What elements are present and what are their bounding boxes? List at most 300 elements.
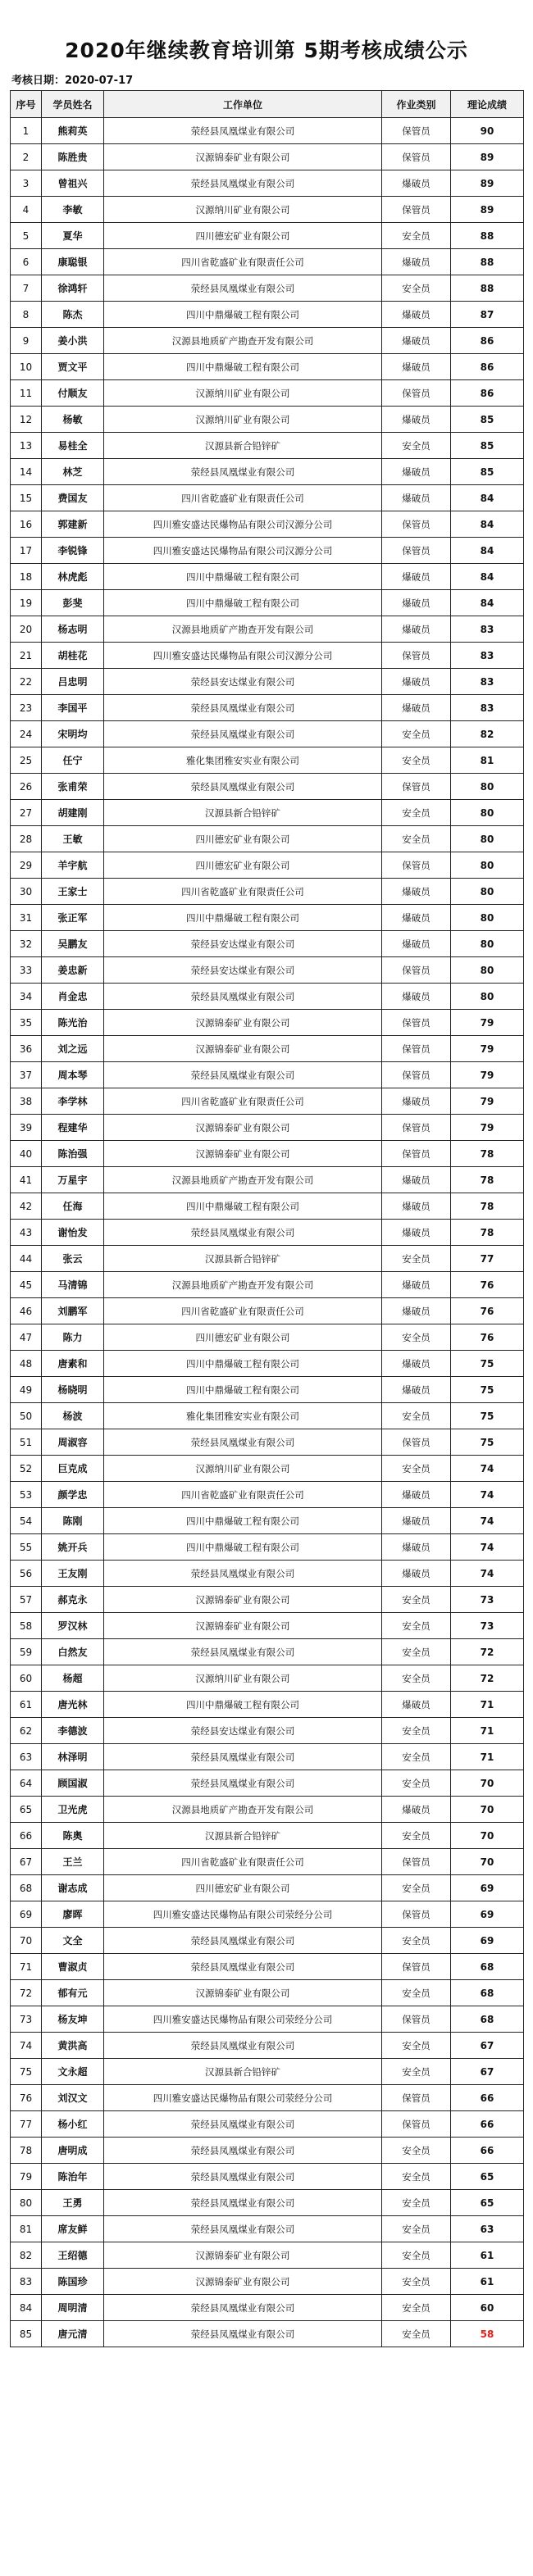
row-type: 保管员 [382, 1954, 451, 1980]
table-header-row [11, 91, 524, 118]
row-score: 71 [451, 1718, 524, 1744]
table-row [11, 1062, 524, 1088]
row-name: 吕忠明 [42, 669, 104, 695]
row-score: 84 [451, 590, 524, 616]
table-row [11, 2085, 524, 2111]
row-score: 63 [451, 2216, 524, 2242]
row-score: 78 [451, 1167, 524, 1193]
row-type: 安全员 [382, 2164, 451, 2190]
row-type: 保管员 [382, 957, 451, 984]
row-score: 80 [451, 905, 524, 931]
table-row [11, 1797, 524, 1823]
row-score: 71 [451, 1692, 524, 1718]
row-unit: 荥经县凤凰煤业有限公司 [104, 2216, 382, 2242]
row-index: 36 [11, 1036, 42, 1062]
row-name: 杨小红 [42, 2111, 104, 2138]
table-row [11, 1482, 524, 1508]
row-type: 保管员 [382, 118, 451, 144]
row-index: 62 [11, 1718, 42, 1744]
table-row [11, 1770, 524, 1797]
row-unit: 荥经县凤凰煤业有限公司 [104, 2033, 382, 2059]
row-name: 顾国淑 [42, 1770, 104, 1797]
row-type: 爆破员 [382, 249, 451, 275]
table-row [11, 302, 524, 328]
row-score: 75 [451, 1403, 524, 1429]
row-unit: 四川德宏矿业有限公司 [104, 826, 382, 852]
row-score: 86 [451, 328, 524, 354]
row-unit: 荥经县凤凰煤业有限公司 [104, 1561, 382, 1587]
row-name: 唐明成 [42, 2138, 104, 2164]
table-row [11, 1351, 524, 1377]
row-type: 保管员 [382, 1141, 451, 1167]
row-type: 安全员 [382, 2242, 451, 2269]
row-index: 58 [11, 1613, 42, 1639]
row-score: 78 [451, 1141, 524, 1167]
header-index: 序号 [11, 91, 42, 118]
row-index: 11 [11, 380, 42, 407]
row-unit: 荥经县凤凰煤业有限公司 [104, 2190, 382, 2216]
row-score: 65 [451, 2164, 524, 2190]
row-type: 安全员 [382, 826, 451, 852]
table-row [11, 1665, 524, 1692]
row-unit: 四川德宏矿业有限公司 [104, 1875, 382, 1901]
row-unit: 荥经县凤凰煤业有限公司 [104, 2321, 382, 2347]
row-type: 爆破员 [382, 1167, 451, 1193]
header-unit: 工作单位 [104, 91, 382, 118]
row-type: 安全员 [382, 1928, 451, 1954]
row-score: 84 [451, 511, 524, 538]
row-type: 安全员 [382, 800, 451, 826]
row-index: 17 [11, 538, 42, 564]
table-row [11, 538, 524, 564]
row-score: 68 [451, 1980, 524, 2006]
table-row [11, 1377, 524, 1403]
row-score: 85 [451, 459, 524, 485]
row-name: 曾祖兴 [42, 170, 104, 197]
row-index: 23 [11, 695, 42, 721]
row-unit: 汉源县新合铅锌矿 [104, 1823, 382, 1849]
row-score: 66 [451, 2138, 524, 2164]
row-unit: 汉源县新合铅锌矿 [104, 433, 382, 459]
table-row [11, 590, 524, 616]
row-type: 爆破员 [382, 1298, 451, 1324]
row-type: 安全员 [382, 1980, 451, 2006]
row-score: 88 [451, 249, 524, 275]
table-row [11, 721, 524, 747]
row-name: 陈国珍 [42, 2269, 104, 2295]
row-index: 18 [11, 564, 42, 590]
row-name: 姜小洪 [42, 328, 104, 354]
row-unit: 汉源纳川矿业有限公司 [104, 197, 382, 223]
row-name: 谢志成 [42, 1875, 104, 1901]
row-type: 爆破员 [382, 485, 451, 511]
row-score: 70 [451, 1849, 524, 1875]
row-name: 郝克永 [42, 1587, 104, 1613]
table-row [11, 774, 524, 800]
row-name: 陈力 [42, 1324, 104, 1351]
row-unit: 四川雅安盛达民爆物品有限公司荥经分公司 [104, 2006, 382, 2033]
table-row [11, 1036, 524, 1062]
row-score: 84 [451, 538, 524, 564]
row-score: 88 [451, 275, 524, 302]
row-index: 1 [11, 118, 42, 144]
row-unit: 四川省乾盛矿业有限责任公司 [104, 1482, 382, 1508]
table-row [11, 1875, 524, 1901]
row-unit: 四川中鼎爆破工程有限公司 [104, 564, 382, 590]
row-unit: 荥经县凤凰煤业有限公司 [104, 170, 382, 197]
row-name: 羊宇航 [42, 852, 104, 879]
row-name: 李锐锋 [42, 538, 104, 564]
row-name: 周本琴 [42, 1062, 104, 1088]
row-index: 28 [11, 826, 42, 852]
row-unit: 荥经县凤凰煤业有限公司 [104, 1639, 382, 1665]
table-row [11, 1167, 524, 1193]
row-name: 熊莉英 [42, 118, 104, 144]
row-unit: 四川中鼎爆破工程有限公司 [104, 1508, 382, 1534]
row-score: 86 [451, 354, 524, 380]
row-type: 保管员 [382, 852, 451, 879]
row-name: 唐素和 [42, 1351, 104, 1377]
row-score: 84 [451, 485, 524, 511]
row-type: 安全员 [382, 2190, 451, 2216]
row-name: 周淑容 [42, 1429, 104, 1456]
row-unit: 荥经县凤凰煤业有限公司 [104, 2111, 382, 2138]
table-row [11, 2033, 524, 2059]
row-score: 68 [451, 2006, 524, 2033]
row-unit: 荥经县凤凰煤业有限公司 [104, 1954, 382, 1980]
row-type: 安全员 [382, 2295, 451, 2321]
row-unit: 汉源锦泰矿业有限公司 [104, 1141, 382, 1167]
row-index: 55 [11, 1534, 42, 1561]
row-unit: 四川中鼎爆破工程有限公司 [104, 905, 382, 931]
row-unit: 四川德宏矿业有限公司 [104, 852, 382, 879]
row-index: 38 [11, 1088, 42, 1115]
row-type: 保管员 [382, 1062, 451, 1088]
row-unit: 四川雅安盛达民爆物品有限公司荥经分公司 [104, 2085, 382, 2111]
row-name: 黄洪高 [42, 2033, 104, 2059]
row-index: 24 [11, 721, 42, 747]
row-index: 61 [11, 1692, 42, 1718]
row-type: 安全员 [382, 1246, 451, 1272]
row-index: 83 [11, 2269, 42, 2295]
row-name: 王敏 [42, 826, 104, 852]
row-unit: 四川省乾盛矿业有限责任公司 [104, 1088, 382, 1115]
row-score: 69 [451, 1928, 524, 1954]
row-unit: 四川省乾盛矿业有限责任公司 [104, 879, 382, 905]
row-name: 唐元清 [42, 2321, 104, 2347]
table-row [11, 380, 524, 407]
row-unit: 荥经县凤凰煤业有限公司 [104, 774, 382, 800]
row-index: 35 [11, 1010, 42, 1036]
table-row [11, 1298, 524, 1324]
table-row [11, 1324, 524, 1351]
row-name: 张云 [42, 1246, 104, 1272]
row-score: 80 [451, 800, 524, 826]
row-name: 廖晖 [42, 1901, 104, 1928]
row-unit: 四川中鼎爆破工程有限公司 [104, 1193, 382, 1220]
row-type: 保管员 [382, 2085, 451, 2111]
table-row [11, 2138, 524, 2164]
row-unit: 汉源锦泰矿业有限公司 [104, 1980, 382, 2006]
table-row [11, 2190, 524, 2216]
table-row [11, 695, 524, 721]
row-index: 29 [11, 852, 42, 879]
row-index: 75 [11, 2059, 42, 2085]
table-row [11, 879, 524, 905]
table-row [11, 433, 524, 459]
row-score: 89 [451, 170, 524, 197]
row-index: 64 [11, 1770, 42, 1797]
row-index: 70 [11, 1928, 42, 1954]
row-index: 76 [11, 2085, 42, 2111]
row-index: 25 [11, 747, 42, 774]
row-type: 安全员 [382, 1324, 451, 1351]
row-type: 爆破员 [382, 170, 451, 197]
table-row [11, 2059, 524, 2085]
row-score: 83 [451, 643, 524, 669]
table-row [11, 2216, 524, 2242]
row-score: 83 [451, 695, 524, 721]
row-name: 唐光林 [42, 1692, 104, 1718]
row-name: 胡建刚 [42, 800, 104, 826]
row-score: 85 [451, 407, 524, 433]
row-index: 72 [11, 1980, 42, 2006]
row-score: 78 [451, 1220, 524, 1246]
table-row [11, 118, 524, 144]
row-type: 保管员 [382, 774, 451, 800]
row-type: 爆破员 [382, 1692, 451, 1718]
row-index: 78 [11, 2138, 42, 2164]
row-unit: 汉源县新合铅锌矿 [104, 1246, 382, 1272]
table-row [11, 957, 524, 984]
table-row [11, 747, 524, 774]
row-type: 爆破员 [382, 564, 451, 590]
row-score: 75 [451, 1377, 524, 1403]
row-unit: 汉源纳川矿业有限公司 [104, 407, 382, 433]
row-name: 白然友 [42, 1639, 104, 1665]
row-name: 杨晓明 [42, 1377, 104, 1403]
row-type: 安全员 [382, 275, 451, 302]
row-index: 41 [11, 1167, 42, 1193]
row-type: 保管员 [382, 1036, 451, 1062]
row-index: 67 [11, 1849, 42, 1875]
row-score: 80 [451, 957, 524, 984]
row-type: 保管员 [382, 197, 451, 223]
row-type: 安全员 [382, 1456, 451, 1482]
row-type: 安全员 [382, 2033, 451, 2059]
table-row [11, 2111, 524, 2138]
row-type: 安全员 [382, 1665, 451, 1692]
row-unit: 汉源锦泰矿业有限公司 [104, 1115, 382, 1141]
row-type: 保管员 [382, 1901, 451, 1928]
row-type: 保管员 [382, 144, 451, 170]
row-index: 63 [11, 1744, 42, 1770]
row-name: 巨克成 [42, 1456, 104, 1482]
row-score: 61 [451, 2242, 524, 2269]
row-type: 安全员 [382, 2138, 451, 2164]
row-index: 59 [11, 1639, 42, 1665]
row-name: 陈杰 [42, 302, 104, 328]
row-unit: 汉源锦泰矿业有限公司 [104, 1010, 382, 1036]
row-name: 王家士 [42, 879, 104, 905]
row-unit: 四川德宏矿业有限公司 [104, 1324, 382, 1351]
row-score: 74 [451, 1508, 524, 1534]
table-row [11, 1246, 524, 1272]
row-index: 53 [11, 1482, 42, 1508]
row-index: 84 [11, 2295, 42, 2321]
row-score: 70 [451, 1797, 524, 1823]
row-score: 67 [451, 2033, 524, 2059]
table-row [11, 931, 524, 957]
row-index: 50 [11, 1403, 42, 1429]
row-score: 74 [451, 1456, 524, 1482]
row-type: 安全员 [382, 1875, 451, 1901]
row-index: 65 [11, 1797, 42, 1823]
table-row [11, 407, 524, 433]
row-index: 6 [11, 249, 42, 275]
row-type: 爆破员 [382, 1272, 451, 1298]
row-index: 43 [11, 1220, 42, 1246]
row-name: 吴鹏友 [42, 931, 104, 957]
row-score: 70 [451, 1823, 524, 1849]
row-index: 7 [11, 275, 42, 302]
row-score: 79 [451, 1036, 524, 1062]
row-name: 郭建新 [42, 511, 104, 538]
table-row [11, 1744, 524, 1770]
results-table [10, 90, 524, 2347]
row-score: 70 [451, 1770, 524, 1797]
table-row [11, 1928, 524, 1954]
row-type: 爆破员 [382, 1193, 451, 1220]
table-row [11, 616, 524, 643]
row-type: 爆破员 [382, 590, 451, 616]
row-unit: 四川中鼎爆破工程有限公司 [104, 1351, 382, 1377]
row-type: 保管员 [382, 1849, 451, 1875]
row-name: 林虎彪 [42, 564, 104, 590]
row-unit: 汉源锦泰矿业有限公司 [104, 144, 382, 170]
row-name: 李德波 [42, 1718, 104, 1744]
row-type: 爆破员 [382, 1377, 451, 1403]
row-score: 66 [451, 2111, 524, 2138]
row-score: 83 [451, 669, 524, 695]
table-row [11, 1115, 524, 1141]
table-row [11, 1534, 524, 1561]
row-unit: 汉源县地质矿产勘查开发有限公司 [104, 1167, 382, 1193]
row-score: 72 [451, 1639, 524, 1665]
row-unit: 汉源锦泰矿业有限公司 [104, 1613, 382, 1639]
row-index: 2 [11, 144, 42, 170]
row-index: 22 [11, 669, 42, 695]
table-row [11, 1088, 524, 1115]
row-index: 82 [11, 2242, 42, 2269]
table-row [11, 1010, 524, 1036]
table-row [11, 1220, 524, 1246]
row-unit: 荥经县凤凰煤业有限公司 [104, 2295, 382, 2321]
table-row [11, 485, 524, 511]
row-name: 杨超 [42, 1665, 104, 1692]
row-score: 72 [451, 1665, 524, 1692]
row-score: 76 [451, 1324, 524, 1351]
table-row [11, 1823, 524, 1849]
row-name: 张甫荣 [42, 774, 104, 800]
row-index: 85 [11, 2321, 42, 2347]
row-name: 刘之远 [42, 1036, 104, 1062]
table-row [11, 1141, 524, 1167]
row-index: 5 [11, 223, 42, 249]
row-name: 程建华 [42, 1115, 104, 1141]
row-name: 罗汉林 [42, 1613, 104, 1639]
row-unit: 四川中鼎爆破工程有限公司 [104, 1534, 382, 1561]
row-type: 爆破员 [382, 669, 451, 695]
row-index: 9 [11, 328, 42, 354]
row-name: 马清锦 [42, 1272, 104, 1298]
row-name: 付顺友 [42, 380, 104, 407]
row-index: 79 [11, 2164, 42, 2190]
row-name: 费国友 [42, 485, 104, 511]
row-score: 58 [451, 2321, 524, 2347]
row-index: 19 [11, 590, 42, 616]
row-index: 27 [11, 800, 42, 826]
row-name: 刘汉文 [42, 2085, 104, 2111]
row-index: 34 [11, 984, 42, 1010]
row-index: 52 [11, 1456, 42, 1482]
row-type: 保管员 [382, 1010, 451, 1036]
row-unit: 汉源县地质矿产勘查开发有限公司 [104, 328, 382, 354]
row-unit: 汉源锦泰矿业有限公司 [104, 1036, 382, 1062]
row-score: 89 [451, 144, 524, 170]
row-index: 8 [11, 302, 42, 328]
row-type: 保管员 [382, 1115, 451, 1141]
row-type: 爆破员 [382, 1534, 451, 1561]
row-name: 肖金忠 [42, 984, 104, 1010]
row-name: 胡桂花 [42, 643, 104, 669]
row-unit: 荥经县凤凰煤业有限公司 [104, 1220, 382, 1246]
row-score: 80 [451, 826, 524, 852]
row-type: 保管员 [382, 2006, 451, 2033]
table-row [11, 826, 524, 852]
row-name: 宋明均 [42, 721, 104, 747]
row-unit: 荥经县凤凰煤业有限公司 [104, 695, 382, 721]
table-row [11, 1587, 524, 1613]
row-name: 任海 [42, 1193, 104, 1220]
row-score: 75 [451, 1351, 524, 1377]
row-score: 65 [451, 2190, 524, 2216]
header-score: 理论成绩 [451, 91, 524, 118]
row-index: 39 [11, 1115, 42, 1141]
row-type: 爆破员 [382, 879, 451, 905]
row-name: 陈刚 [42, 1508, 104, 1534]
row-unit: 荥经县凤凰煤业有限公司 [104, 1062, 382, 1088]
row-index: 56 [11, 1561, 42, 1587]
row-score: 79 [451, 1088, 524, 1115]
table-row [11, 2321, 524, 2347]
row-name: 谢怡发 [42, 1220, 104, 1246]
row-index: 26 [11, 774, 42, 800]
row-index: 44 [11, 1246, 42, 1272]
row-name: 曹淑贞 [42, 1954, 104, 1980]
row-name: 林芝 [42, 459, 104, 485]
row-score: 68 [451, 1954, 524, 1980]
table-row [11, 1849, 524, 1875]
table-row [11, 1980, 524, 2006]
row-unit: 汉源县地质矿产勘查开发有限公司 [104, 1797, 382, 1823]
row-name: 杨友坤 [42, 2006, 104, 2033]
row-type: 安全员 [382, 747, 451, 774]
row-index: 57 [11, 1587, 42, 1613]
row-type: 保管员 [382, 1429, 451, 1456]
row-score: 81 [451, 747, 524, 774]
row-type: 爆破员 [382, 1797, 451, 1823]
